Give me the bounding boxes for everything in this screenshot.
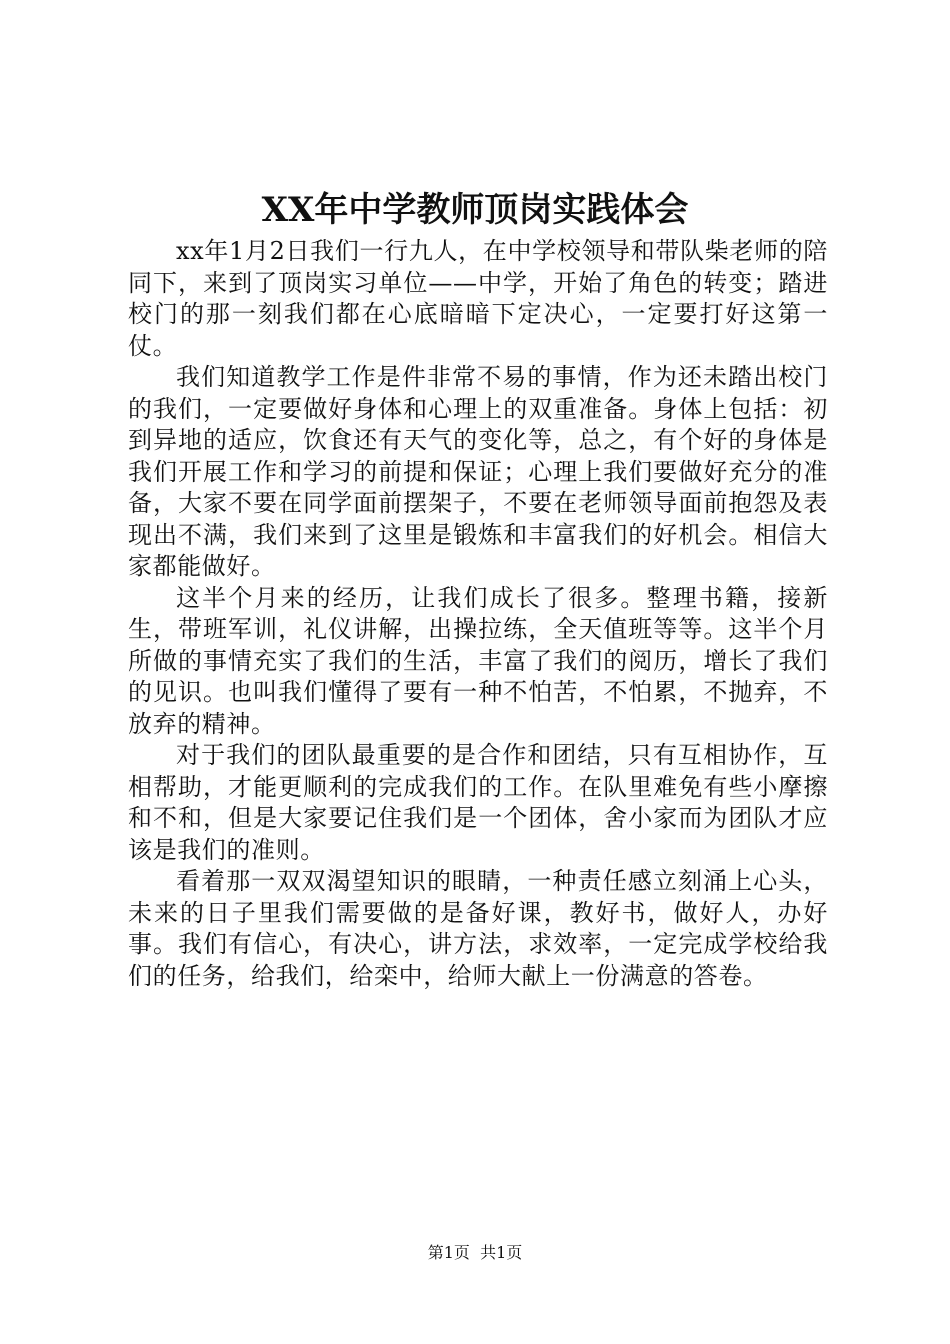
- page-number-label: 第1页 共1页: [427, 1243, 523, 1262]
- paragraph-2: 我们知道教学工作是件非常不易的事情，作为还未踏出校门的我们，一定要做好身体和心理上的双重准备。身体上包括：初到异地的适应，饮食还有天气的变化等，总之，有个好的身体是我们开展工作和学习的前提和保证；心理上我们要做好充分的准备，大家不要在同学面前摆架子，不要在老师领导面前抱怨及表现出不满，我们来到了这里是锻炼和丰富我们的好机会。相信大家都能做好。: [128, 363, 828, 580]
- paragraph-4: 对于我们的团队最重要的是合作和团结，只有互相协作，互相帮助，才能更顺利的完成我们的工作。在队里难免有些小摩擦和不和，但是大家要记住我们是一个团体，舍小家而为团队才应该是我们的准则。: [128, 741, 828, 864]
- document-body: [128, 236, 828, 992]
- page-title: XX年中学教师顶岗实践体会: [261, 190, 689, 230]
- paragraph-3: 这半个月来的经历，让我们成长了很多。整理书籍，接新生，带班军训，礼仪讲解，出操拉练，全天值班等等。这半个月所做的事情充实了我们的生活，丰富了我们的阅历，增长了我们的见识。也叫我们懂得了要有一种不怕苦，不怕累，不抛弃，不放弃的精神。: [128, 583, 828, 738]
- paragraph-5: 看着那一双双渴望知识的眼睛，一种责任感立刻涌上心头，未来的日子里我们需要做的是备好课，教好书，做好人，办好事。我们有信心，有决心，讲方法，求效率，一定完成学校给我们的任务，给我们，给栾中，给师大献上一份满意的答卷。: [128, 867, 828, 990]
- page-footer: [0, 1242, 950, 1264]
- paragraph-1: xx年1月2日我们一行九人，在中学校领导和带队柴老师的陪同下，来到了顶岗实习单位——中学，开始了角色的转变；踏进校门的那一刻我们都在心底暗暗下定决心，一定要打好这第一仗。: [128, 237, 828, 360]
